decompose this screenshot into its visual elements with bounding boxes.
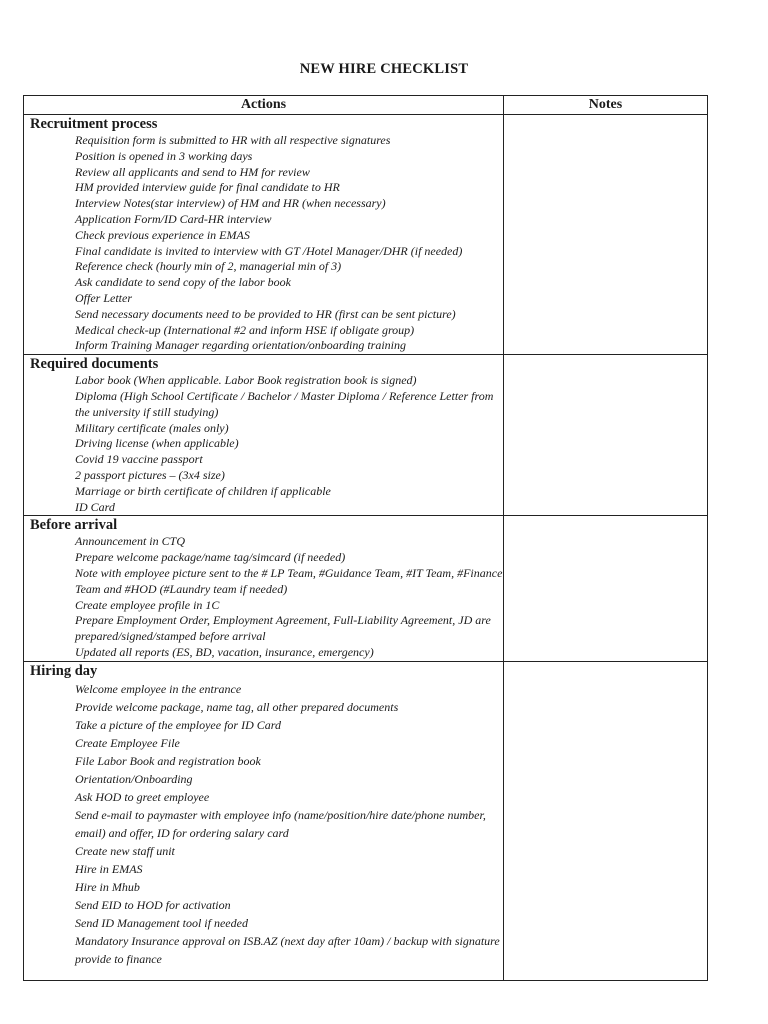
- checklist-item-text: Hire in Mhub: [75, 879, 140, 894]
- checklist-item[interactable]: [75, 698, 503, 716]
- checklist-item[interactable]: [75, 860, 503, 878]
- checklist-item[interactable]: [75, 896, 503, 914]
- checklist-item[interactable]: [75, 484, 503, 500]
- checklist-item-text: Medical check-up (International #2 and inform HSE if obligate group): [75, 322, 415, 337]
- checklist-item-text: HM provided interview guide for final candidate to HR: [75, 180, 340, 195]
- actions-cell: [24, 355, 504, 516]
- checklist-item-text: Ask candidate to send copy of the labor book: [75, 275, 291, 290]
- checklist-item[interactable]: [75, 244, 503, 260]
- checklist-item[interactable]: [75, 716, 503, 734]
- checklist-item[interactable]: [75, 752, 503, 770]
- checklist-item-text: Interview Notes(star interview) of HM and HR (when necessary): [75, 196, 386, 211]
- checklist-item[interactable]: [75, 196, 503, 212]
- checklist-item-text: Covid 19 vaccine passport: [75, 452, 203, 467]
- checklist-item[interactable]: [75, 770, 503, 788]
- checklist-item[interactable]: [75, 307, 503, 323]
- checklist-item[interactable]: [75, 212, 503, 228]
- checklist-item[interactable]: [75, 932, 503, 968]
- section-title: Before arrival: [30, 517, 118, 534]
- checklist-item-text: Announcement in CTQ: [75, 534, 185, 549]
- checklist-item[interactable]: [75, 373, 503, 389]
- checklist-item[interactable]: [75, 613, 503, 645]
- checklist-item[interactable]: [75, 878, 503, 896]
- notes-cell[interactable]: [504, 115, 708, 355]
- section-title: Required documents: [30, 356, 159, 373]
- checklist-items: [24, 534, 503, 660]
- checklist-item[interactable]: [75, 338, 503, 354]
- checklist-item-text: Check previous experience in EMAS: [75, 227, 250, 242]
- checklist-item-text: Application Form/ID Card-HR interview: [75, 211, 272, 226]
- checklist-item-text: Military certificate (males only): [75, 420, 229, 435]
- checklist-item[interactable]: [75, 680, 503, 698]
- checklist-item-text: Inform Training Manager regarding orientation/onboarding training: [75, 338, 407, 353]
- checklist-item[interactable]: [75, 180, 503, 196]
- checklist-item[interactable]: [75, 436, 503, 452]
- checklist-item-text: Send EID to HOD for activation: [75, 897, 231, 912]
- checklist-item[interactable]: [75, 468, 503, 484]
- checklist-item-text: Take a picture of the employee for ID Card: [75, 717, 281, 732]
- actions-cell: [24, 516, 504, 661]
- section-row-before-arrival: [24, 516, 708, 661]
- checklist-item-text: Provide welcome package, name tag, all other prepared documents: [75, 699, 399, 714]
- section-title: Recruitment process: [30, 116, 158, 132]
- checklist-item-text: 2 passport pictures – (3x4 size): [75, 467, 225, 482]
- actions-cell: [24, 661, 504, 980]
- checklist-item-text: Requisition form is submitted to HR with all respective signatures: [75, 133, 391, 147]
- checklist-item[interactable]: [75, 389, 503, 421]
- checklist-item-text: Create Employee File: [75, 735, 180, 750]
- section-row-recruitment: [24, 115, 708, 355]
- checklist-item[interactable]: [75, 914, 503, 932]
- checklist-item[interactable]: [75, 500, 503, 516]
- checklist-item[interactable]: [75, 149, 503, 165]
- checklist-item-text: Diploma (High School Certificate / Bachelor / Master Diploma / Reference Letter from the university if still studying): [75, 388, 494, 419]
- notes-cell[interactable]: [504, 355, 708, 516]
- checklist-item-text: Note with employee picture sent to the # LP Team, #Guidance Team, #IT Team, #Finance Team and #HOD (#Laundry team if needed): [75, 565, 503, 596]
- checklist-item-text: ID Card: [75, 499, 115, 514]
- checklist-item[interactable]: [75, 806, 503, 842]
- section-title: Hiring day: [30, 662, 98, 679]
- checklist-item-text: Orientation/Onboarding: [75, 771, 193, 786]
- checklist-item-text: File Labor Book and registration book: [75, 753, 261, 768]
- checklist-item-text: Reference check (hourly min of 2, managerial min of 3): [75, 259, 342, 274]
- checklist-item[interactable]: [75, 291, 503, 307]
- checklist-item-text: Send ID Management tool if needed: [75, 915, 248, 930]
- checklist-item-text: Final candidate is invited to interview with GT /Hotel Manager/DHR (if needed): [75, 243, 463, 258]
- checklist-item-text: Mandatory Insurance approval on ISB.AZ (next day after 10am) / backup with signature provide to finance: [75, 933, 500, 966]
- checklist-items: [24, 133, 503, 354]
- checklist-item-text: Position is opened in 3 working days: [75, 148, 253, 163]
- checklist-table: [23, 95, 708, 981]
- checklist-item[interactable]: [75, 550, 503, 566]
- checklist-item[interactable]: [75, 534, 503, 550]
- table-header-row: [24, 96, 708, 115]
- checklist-item-text: Driving license (when applicable): [75, 436, 239, 451]
- checklist-item-text: Hire in EMAS: [75, 861, 143, 876]
- checklist-item-text: Prepare welcome package/name tag/simcard (if needed): [75, 550, 346, 565]
- checklist-item[interactable]: [75, 645, 503, 661]
- checklist-item-text: Marriage or birth certificate of children if applicable: [75, 483, 331, 498]
- checklist-item[interactable]: [75, 228, 503, 244]
- checklist-item-text: Prepare Employment Order, Employment Agreement, Full-Liability Agreement, JD are prepared/signed/stamped before arrival: [75, 613, 491, 644]
- checklist-item[interactable]: [75, 566, 503, 598]
- notes-cell[interactable]: [504, 661, 708, 980]
- checklist-item-text: Send necessary documents need to be provided to HR (first can be sent picture): [75, 306, 456, 321]
- checklist-item[interactable]: [75, 788, 503, 806]
- checklist-item[interactable]: [75, 452, 503, 468]
- actions-column-header: Actions: [24, 96, 504, 115]
- section-row-required-documents: [24, 355, 708, 516]
- checklist-items: [24, 373, 503, 515]
- checklist-item-text: Review all applicants and send to HM for review: [75, 164, 310, 179]
- checklist-item-text: Updated all reports (ES, BD, vacation, insurance, emergency): [75, 644, 374, 659]
- checklist-item-text: Ask HOD to greet employee: [75, 789, 210, 804]
- checklist-item[interactable]: [75, 323, 503, 339]
- notes-column-header: Notes: [504, 96, 708, 115]
- actions-cell: [24, 115, 504, 355]
- checklist-item[interactable]: [75, 259, 503, 275]
- notes-cell[interactable]: [504, 516, 708, 661]
- checklist-item[interactable]: [75, 275, 503, 291]
- checklist-item[interactable]: [75, 165, 503, 181]
- checklist-item-text: Create new staff unit: [75, 843, 175, 858]
- checklist-items: [24, 680, 503, 968]
- checklist-item-text: Create employee profile in 1C: [75, 597, 220, 612]
- checklist-item-text: Welcome employee in the entrance: [75, 681, 242, 696]
- checklist-item[interactable]: [75, 421, 503, 437]
- checklist-item-text: Labor book (When applicable. Labor Book registration book is signed): [75, 373, 417, 388]
- document-title: NEW HIRE CHECKLIST: [299, 61, 469, 77]
- checklist-item-text: Offer Letter: [75, 290, 132, 305]
- checklist-item[interactable]: [75, 734, 503, 752]
- checklist-item-text: Send e-mail to paymaster with employee info (name/position/hire date/phone number, email) and offer, ID for ordering salary card: [75, 807, 486, 840]
- checklist-item[interactable]: [75, 133, 503, 149]
- checklist-item[interactable]: [75, 842, 503, 860]
- section-row-hiring-day: [24, 661, 708, 980]
- checklist-item[interactable]: [75, 598, 503, 614]
